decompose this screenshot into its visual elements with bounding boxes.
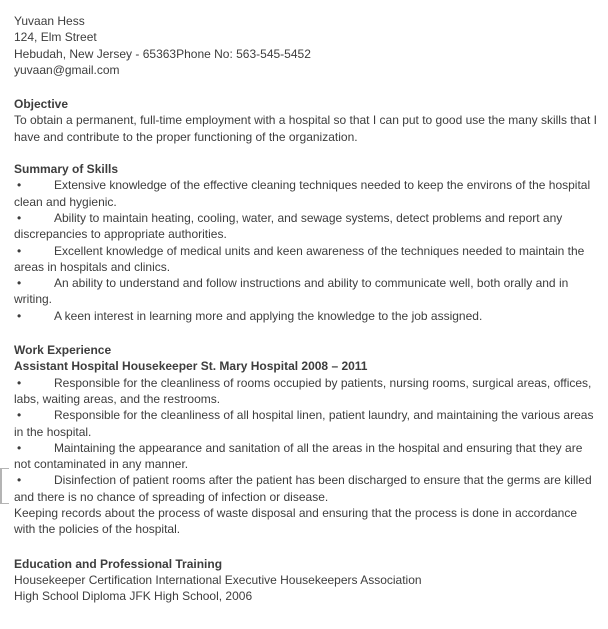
section-gap <box>14 538 597 556</box>
section-objective <box>14 96 597 145</box>
objective-body: To obtain a permanent, full-time employment with a hospital so that I can put to good use the many skills that I have and contribute to the proper functioning of the organization. <box>14 113 597 144</box>
experience-bullet-text: Responsible for the cleanliness of rooms occupied by patients, nursing rooms, surgical areas, offices, labs, waiting areas, and the restrooms. <box>14 375 592 406</box>
resume-document <box>14 13 597 605</box>
experience-closing-line: Keeping records about the process of waste disposal and ensuring that the process is done in accordance with the policies of the hospital. <box>14 506 578 537</box>
experience-role-line: Assistant Hospital Housekeeper St. Mary Hospital 2008 – 2011 <box>14 359 368 374</box>
bullet-icon: • <box>17 210 22 225</box>
section-gap <box>14 324 597 342</box>
skills-bullet-text: Excellent knowledge of medical units and keen awareness of the techniques needed to maintain the areas in hospitals and clinics. <box>14 243 585 274</box>
skills-bullet-text: Ability to maintain heating, cooling, water, and sewage systems, detect problems and report any discrepancies to appropriate authorities. <box>14 210 563 242</box>
experience-bullet-text: Responsible for the cleanliness of all hospital linen, patient laundry, and maintaining the various areas in the hospital. <box>14 408 594 439</box>
bullet-icon: • <box>17 440 22 455</box>
section-title-experience: Work Experience <box>14 343 112 358</box>
skills-bullet-item <box>14 275 597 308</box>
section-title-objective: Objective <box>14 97 69 112</box>
bullet-icon: • <box>17 178 22 193</box>
left-margin-bracket-artifact <box>0 468 9 504</box>
section-skills <box>14 161 597 324</box>
experience-bullet-text: Disinfection of patient rooms after the patient has been discharged to ensure that the germs are killed and there is no chance of spreading of infection or disease. <box>14 473 592 504</box>
experience-bullet-item <box>14 440 597 473</box>
section-title-education: Education and Professional Training <box>14 556 223 571</box>
education-line: Housekeeper Certification International Executive Housekeepers Association <box>14 572 422 587</box>
skills-bullet-item <box>14 177 597 210</box>
skills-bullet-text: A keen interest in learning more and applying the knowledge to the job assigned. <box>54 308 483 323</box>
experience-bullet-item <box>14 375 597 408</box>
skills-bullet-text: An ability to understand and follow instructions and ability to communicate well, both orally and in writing. <box>14 276 569 307</box>
bullet-icon: • <box>17 276 22 291</box>
bullet-icon: • <box>17 473 22 488</box>
experience-bullet-text: Maintaining the appearance and sanitation of all the areas in the hospital and ensuring that they are not contaminated in any manner. <box>14 440 583 472</box>
section-gap <box>14 145 597 161</box>
skills-bullet-item <box>14 210 597 243</box>
contact-name: Yuvaan Hess <box>14 14 85 28</box>
contact-address-line: 124, Elm Street <box>14 30 97 45</box>
contact-email: yuvaan@gmail.com <box>14 62 120 77</box>
bullet-icon: • <box>17 308 22 323</box>
bullet-icon: • <box>17 408 22 423</box>
contact-city-phone-line: Hebudah, New Jersey - 65363Phone No: 563-545-5452 <box>14 46 311 61</box>
experience-bullet-item <box>14 407 597 440</box>
education-line: High School Diploma JFK High School, 2006 <box>14 589 253 604</box>
skills-bullet-item <box>14 308 597 324</box>
skills-bullet-text: Extensive knowledge of the effective cleaning techniques needed to keep the environs of the hospital clean and hygienic. <box>14 178 591 209</box>
experience-bullet-item <box>14 472 597 505</box>
bullet-icon: • <box>17 243 22 258</box>
bullet-icon: • <box>17 375 22 390</box>
section-experience <box>14 342 597 538</box>
skills-bullet-item <box>14 243 597 276</box>
section-title-skills: Summary of Skills <box>14 162 119 177</box>
section-education <box>14 556 597 605</box>
contact-header <box>14 13 597 78</box>
section-gap <box>14 78 597 96</box>
